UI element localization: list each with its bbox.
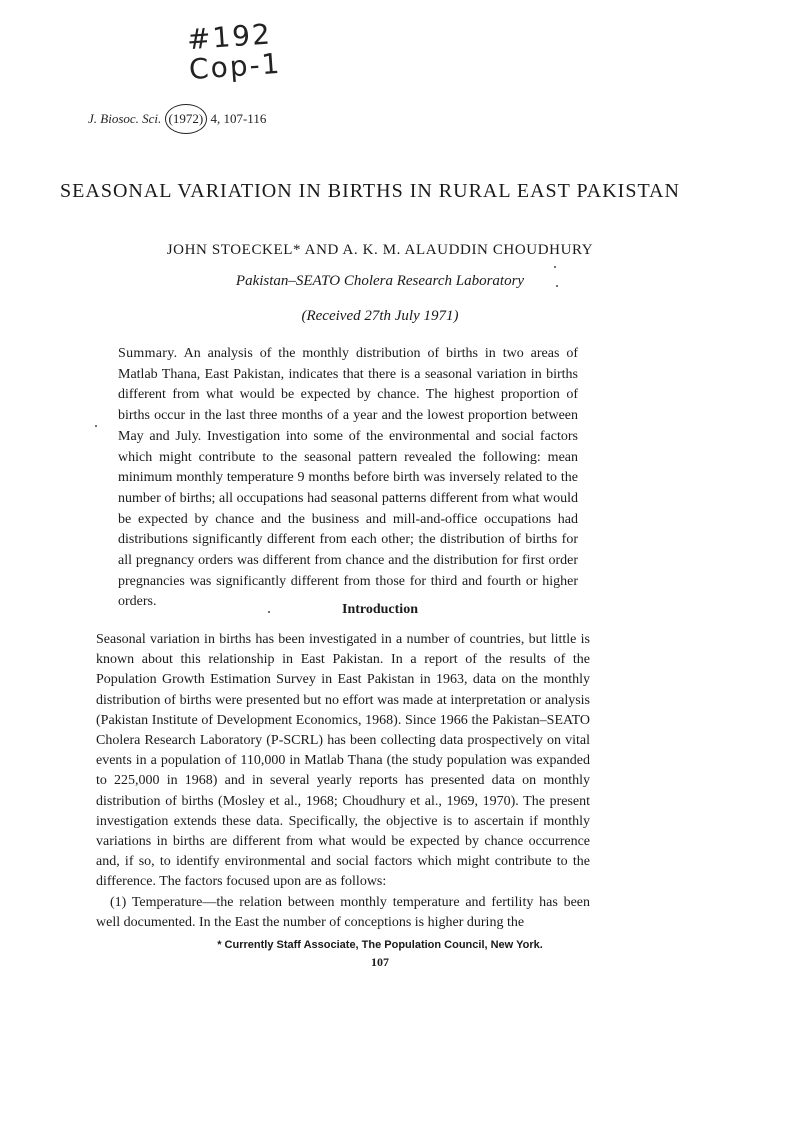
handwritten-note-line2: Cop-1 <box>187 46 283 87</box>
handwritten-note <box>186 19 282 85</box>
scan-speck <box>268 611 270 613</box>
journal-name: J. Biosoc. Sci. <box>88 111 162 126</box>
summary-abstract <box>118 344 578 613</box>
author-affiliation: Pakistan–SEATO Cholera Research Laboratory <box>235 273 525 289</box>
paper-title: SEASONAL VARIATION IN BIRTHS IN RURAL EAST PAKISTAN <box>60 180 680 202</box>
introduction-paragraph-2: (1) Temperature—the relation between monthly temperature and fertility has been well documented. In the East the number of conceptions is higher during the <box>96 894 590 930</box>
citation-year: (1972) <box>165 104 208 134</box>
journal-citation <box>88 104 266 134</box>
scan-speck <box>556 285 558 287</box>
page-number: 107 <box>371 955 389 969</box>
scan-speck <box>554 266 556 268</box>
introduction-body <box>96 630 590 933</box>
scan-speck <box>95 425 97 427</box>
handwritten-note-line1: #192 <box>185 17 273 57</box>
paper-authors: JOHN STOECKEL* AND A. K. M. ALAUDDIN CHOUDHURY <box>166 242 594 258</box>
summary-text: An analysis of the monthly distribution of births in two areas of Matlab Thana, East Pakistan, indicates that there is a seasonal variation in births different from what would be expected by chance. The highest proportion of births occur in the last three months of a year and the lowest proportion between May and July. Investigation into some of the environmental and social factors which might contribute to the seasonal pattern revealed the following: mean minimum monthly temperature 9 months before birth was inversely related to the number of births; all occupations had seasonal patterns different from what would be expected by chance and the business and mill-and-office occupations had distributions significantly different from each other; the distribution of births for all pregnancy orders was different from chance and the distribution for first order pregnancies was significantly different from those for third and fourth or higher orders. <box>118 346 578 610</box>
summary-label: Summary. <box>118 346 178 361</box>
introduction-paragraph-1: Seasonal variation in births has been investigated in a number of countries, but little is known about this relationship in East Pakistan. In a report of the results of the Population Growth Estimation Survey in East Pakistan in 1963, data on the monthly distribution of births were presented but no effort was made at interpretation or analysis (Pakistan Institute of Development Economics, 1968). Since 1966 the Pakistan–SEATO Cholera Research Laboratory (P-SCRL) has been collecting data prospectively on vital events in a population of 110,000 in Matlab Thana (the study population was expanded to 225,000 in 1968) and in several yearly reports has presented data on monthly distribution of births (Mosley et al., 1968; Choudhury et al., 1969, 1970). The present investigation extends these data. Specifically, the objective is to ascertain if monthly variations in births are different from what would be expected by chance occurrence and, if so, to identify environmental and social factors which might contribute to the difference. The factors focused upon are as follows: <box>96 632 590 890</box>
footnote: * Currently Staff Associate, The Population Council, New York. <box>217 939 543 951</box>
received-date: (Received 27th July 1971) <box>301 308 459 324</box>
citation-volume-pages: 4, 107-116 <box>210 111 267 126</box>
section-heading-introduction: Introduction <box>342 602 418 617</box>
